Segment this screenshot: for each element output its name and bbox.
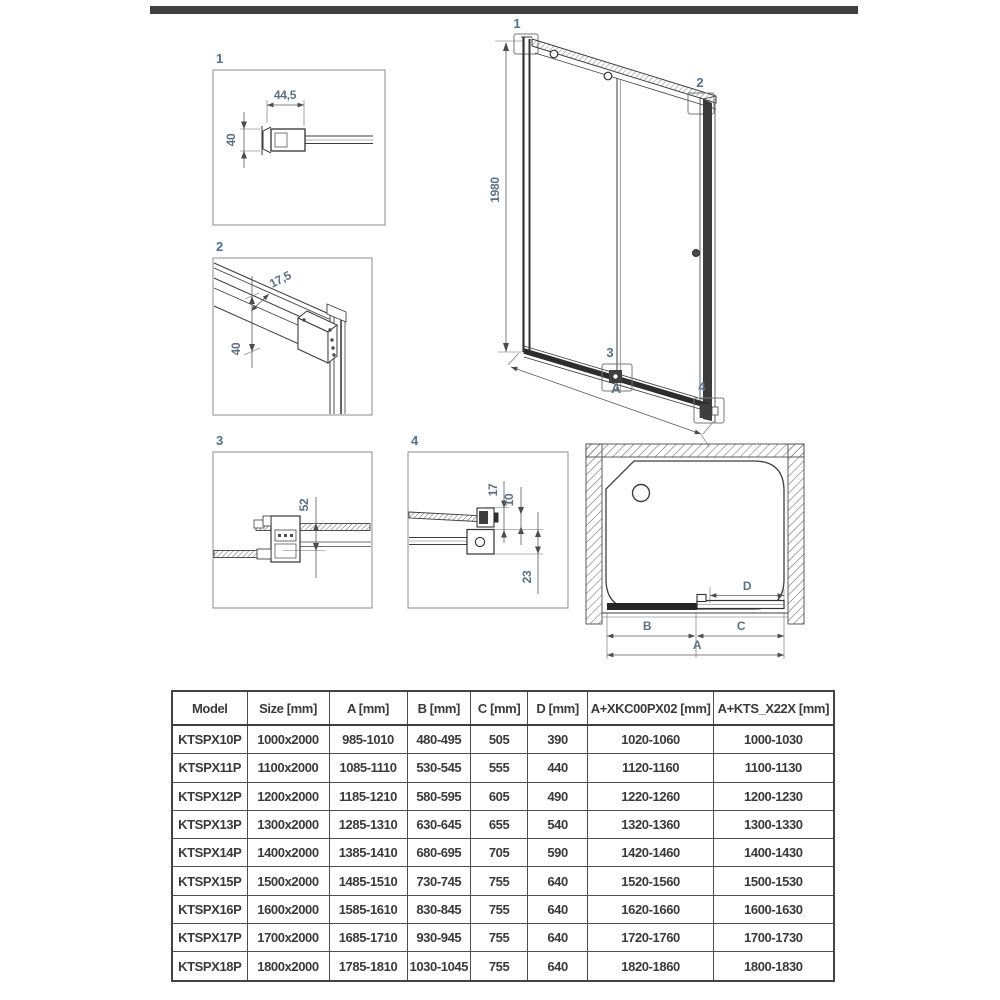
table-cell: 1400x2000 [247, 839, 329, 867]
detail-1-label: 1 [216, 51, 224, 66]
shower-tray [606, 461, 784, 609]
rail-roller [604, 72, 612, 80]
table-cell: 605 [471, 782, 528, 810]
rail-roller [550, 50, 558, 58]
detail-4-mid-dimension: 10 [502, 493, 516, 507]
table-cell: 1220-1260 [588, 782, 714, 810]
table-cell: 1620-1660 [588, 895, 714, 923]
table-cell: 580-595 [407, 782, 471, 810]
table-cell: 1500x2000 [247, 867, 329, 895]
table-cell: 390 [528, 725, 588, 754]
table-cell: 1420-1460 [588, 839, 714, 867]
elevation-marker-4: 4 [698, 379, 706, 394]
table-cell: 755 [471, 924, 528, 952]
table-cell: 1600-1630 [714, 895, 834, 923]
table-cell: 540 [528, 810, 588, 838]
detail-3-label: 3 [216, 433, 224, 448]
elevation-marker-2: 2 [696, 75, 704, 90]
table-cell: 755 [471, 952, 528, 981]
table-cell: 1030-1045 [407, 952, 471, 981]
detail-2-thickness-dimension: 17,5 [267, 268, 294, 291]
elevation-width-dimension: A [610, 380, 622, 396]
table-row [172, 754, 834, 782]
table-cell: 655 [471, 810, 528, 838]
table-cell: 440 [528, 754, 588, 782]
table-row [172, 839, 834, 867]
table-cell: 590 [528, 839, 588, 867]
column-header: C [mm] [471, 691, 528, 725]
table-cell: 1400-1430 [714, 839, 834, 867]
column-header: A+KTS_X22X [mm] [714, 691, 834, 725]
table-cell: KTSPX16P [172, 895, 247, 923]
detail-2-height-dimension: 40 [229, 342, 243, 356]
table-cell: KTSPX11P [172, 754, 247, 782]
table-cell: 1800x2000 [247, 952, 329, 981]
table-cell: KTSPX18P [172, 952, 247, 981]
table-row [172, 725, 834, 754]
table-row [172, 810, 834, 838]
table-cell: 1285-1310 [329, 810, 407, 838]
table-row [172, 782, 834, 810]
table-cell: 1300-1330 [714, 810, 834, 838]
table-cell: KTSPX13P [172, 810, 247, 838]
column-header: A+XKC00PX02 [mm] [588, 691, 714, 725]
table-cell: 1320-1360 [588, 810, 714, 838]
detail-1-height-dimension: 40 [224, 133, 238, 147]
elevation-marker-3: 3 [606, 345, 614, 360]
column-header: D [mm] [528, 691, 588, 725]
plan-wall-top [586, 444, 804, 457]
table-cell: 1800-1830 [714, 952, 834, 981]
detail-2-panel [213, 239, 372, 415]
table-cell: 1100x2000 [247, 754, 329, 782]
fixed-glass-seal [409, 512, 477, 522]
table-cell: 630-645 [407, 810, 471, 838]
plan-dimension-c: C [736, 619, 746, 633]
table-cell: 1185-1210 [329, 782, 407, 810]
table-cell: 985-1010 [329, 725, 407, 754]
table-cell: KTSPX17P [172, 924, 247, 952]
detail-1-width-dimension: 44,5 [273, 88, 297, 102]
table-cell: 755 [471, 895, 528, 923]
plan-dimension-b: B [642, 619, 652, 633]
detail-3-panel [213, 433, 372, 608]
drain-circle [633, 485, 650, 502]
elevation-height-dimension: 1980 [488, 177, 502, 203]
detail-4-label: 4 [411, 433, 419, 448]
table-cell: 730-745 [407, 867, 471, 895]
door-elevation-drawing [488, 16, 724, 447]
table-row [172, 924, 834, 952]
table-cell: 1700-1730 [714, 924, 834, 952]
table-cell: 640 [528, 924, 588, 952]
table-cell: 930-945 [407, 924, 471, 952]
detail-4-top-dimension: 17 [486, 483, 500, 497]
table-cell: 1700x2000 [247, 924, 329, 952]
detail-1-panel [213, 51, 385, 225]
table-cell: 1520-1560 [588, 867, 714, 895]
plan-wall-left [586, 444, 602, 624]
table-cell: 480-495 [407, 725, 471, 754]
table-header-row [172, 691, 834, 725]
table-row [172, 952, 834, 981]
table-cell: KTSPX14P [172, 839, 247, 867]
table-cell: 1120-1160 [588, 754, 714, 782]
table-cell: 1720-1760 [588, 924, 714, 952]
detail-4-bottom-dimension: 23 [520, 570, 534, 584]
table-cell: 530-545 [407, 754, 471, 782]
plan-wall-right [788, 444, 804, 624]
table-cell: 1200x2000 [247, 782, 329, 810]
table-cell: 1200-1230 [714, 782, 834, 810]
table-cell: 1585-1610 [329, 895, 407, 923]
table-cell: 490 [528, 782, 588, 810]
table-cell: 1100-1130 [714, 754, 834, 782]
spec-table [171, 690, 835, 982]
table-cell: KTSPX10P [172, 725, 247, 754]
table-row [172, 867, 834, 895]
table-cell: 1485-1510 [329, 867, 407, 895]
plan-view-drawing [586, 444, 804, 659]
table-cell: 1600x2000 [247, 895, 329, 923]
door-handle-knob [693, 250, 700, 257]
table-cell: KTSPX15P [172, 867, 247, 895]
table-cell: 555 [471, 754, 528, 782]
table-cell: 1500-1530 [714, 867, 834, 895]
table-cell: 1085-1110 [329, 754, 407, 782]
column-header: Size [mm] [247, 691, 329, 725]
wall-profile-section [271, 129, 305, 151]
plan-dimension-d: D [742, 579, 752, 593]
door-handle-plan [697, 595, 706, 602]
elevation-marker-1: 1 [513, 16, 521, 31]
table-cell: 640 [528, 867, 588, 895]
detail-3-dimension: 52 [297, 498, 311, 512]
column-header: Model [172, 691, 247, 725]
table-cell: 640 [528, 952, 588, 981]
column-header: A [mm] [329, 691, 407, 725]
table-cell: 705 [471, 839, 528, 867]
table-cell: 640 [528, 895, 588, 923]
table-cell: 505 [471, 725, 528, 754]
plan-dimension-a: A [692, 638, 702, 652]
detail-2-frame [213, 258, 372, 415]
table-cell: 1385-1410 [329, 839, 407, 867]
table-cell: 1020-1060 [588, 725, 714, 754]
table-cell: KTSPX12P [172, 782, 247, 810]
table-row [172, 895, 834, 923]
sliding-door-plan [607, 603, 697, 610]
table-cell: 755 [471, 867, 528, 895]
wall-profile-right [703, 99, 712, 421]
roller-wheel [475, 537, 484, 546]
spec-table-body [172, 725, 834, 981]
table-cell: 1000-1030 [714, 725, 834, 754]
table-cell: 1000x2000 [247, 725, 329, 754]
table-cell: 1820-1860 [588, 952, 714, 981]
table-cell: 830-845 [407, 895, 471, 923]
table-cell: 680-695 [407, 839, 471, 867]
column-header: B [mm] [407, 691, 471, 725]
table-cell: 1300x2000 [247, 810, 329, 838]
table-cell: 1785-1810 [329, 952, 407, 981]
table-cell: 1685-1710 [329, 924, 407, 952]
detail-4-panel [408, 433, 568, 608]
detail-2-label: 2 [216, 239, 224, 254]
